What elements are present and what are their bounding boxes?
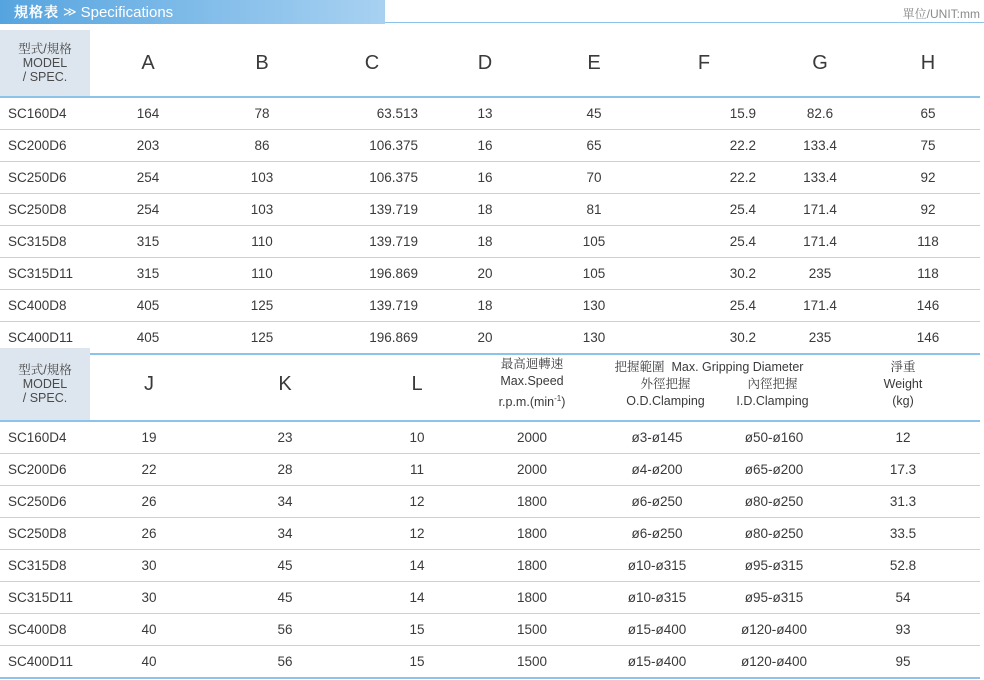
model-cell: SC160D4 bbox=[0, 97, 90, 130]
value-cell: 20 bbox=[426, 258, 544, 290]
value-cell: 196.869 bbox=[318, 258, 426, 290]
value-cell: 82.6 bbox=[764, 97, 876, 130]
value-cell: 10 bbox=[362, 421, 472, 454]
value-cell: 86 bbox=[206, 130, 318, 162]
value-cell: 12 bbox=[826, 421, 980, 454]
model-cell: SC250D8 bbox=[0, 194, 90, 226]
gripping-sub-headers bbox=[592, 376, 826, 410]
value-cell: 92 bbox=[876, 194, 980, 226]
table-row bbox=[0, 582, 980, 614]
col-header-j: J bbox=[90, 348, 208, 421]
value-cell: ø3-ø145 bbox=[592, 421, 722, 454]
value-cell: 52.8 bbox=[826, 550, 980, 582]
value-cell: 110 bbox=[206, 226, 318, 258]
value-cell: 17.3 bbox=[826, 454, 980, 486]
value-cell: 78 bbox=[206, 97, 318, 130]
model-cell: SC400D11 bbox=[0, 322, 90, 355]
model-cell: SC160D4 bbox=[0, 421, 90, 454]
value-cell: 146 bbox=[876, 322, 980, 355]
spec-table-dimensions bbox=[0, 30, 980, 355]
value-cell: 56 bbox=[208, 614, 362, 646]
value-cell: 125 bbox=[206, 290, 318, 322]
value-cell: ø65-ø200 bbox=[722, 454, 826, 486]
value-cell: ø4-ø200 bbox=[592, 454, 722, 486]
table-row bbox=[0, 486, 980, 518]
model-cell: SC400D11 bbox=[0, 646, 90, 679]
value-cell: 254 bbox=[90, 194, 206, 226]
value-cell: 26 bbox=[90, 486, 208, 518]
value-cell: 63.513 bbox=[318, 97, 426, 130]
value-cell: 254 bbox=[90, 162, 206, 194]
value-cell: 1800 bbox=[472, 582, 592, 614]
col-header-weight bbox=[826, 348, 980, 421]
spec-label-cn: 型式/規格 bbox=[18, 363, 72, 377]
value-cell: 23 bbox=[208, 421, 362, 454]
value-cell: 40 bbox=[90, 646, 208, 679]
col-header-d: D bbox=[426, 30, 544, 97]
value-cell: 70 bbox=[544, 162, 644, 194]
table-row bbox=[0, 290, 980, 322]
value-cell: 65 bbox=[876, 97, 980, 130]
value-cell: 133.4 bbox=[764, 130, 876, 162]
model-cell: SC315D8 bbox=[0, 550, 90, 582]
value-cell: 1800 bbox=[472, 518, 592, 550]
value-cell: 22.2 bbox=[644, 130, 764, 162]
value-cell: 12 bbox=[362, 486, 472, 518]
title-bar bbox=[0, 0, 385, 24]
value-cell: 103 bbox=[206, 162, 318, 194]
col-header-max-speed bbox=[472, 348, 592, 421]
value-cell: 15 bbox=[362, 646, 472, 679]
value-cell: 15.9 bbox=[644, 97, 764, 130]
value-cell: 110 bbox=[206, 258, 318, 290]
value-cell: ø50-ø160 bbox=[722, 421, 826, 454]
value-cell: ø10-ø315 bbox=[592, 582, 722, 614]
value-cell: 33.5 bbox=[826, 518, 980, 550]
value-cell: 171.4 bbox=[764, 290, 876, 322]
spec-label-model: MODEL bbox=[22, 377, 68, 391]
value-cell: 105 bbox=[544, 226, 644, 258]
model-cell: SC250D6 bbox=[0, 486, 90, 518]
table-row bbox=[0, 454, 980, 486]
value-cell: 146 bbox=[876, 290, 980, 322]
value-cell: 45 bbox=[208, 582, 362, 614]
value-cell: 1500 bbox=[472, 646, 592, 679]
speed-unit-text: r.p.m.(min bbox=[498, 395, 555, 410]
value-cell: 196.869 bbox=[318, 322, 426, 355]
value-cell: 31.3 bbox=[826, 486, 980, 518]
value-cell: 171.4 bbox=[764, 226, 876, 258]
value-cell: 2000 bbox=[472, 454, 592, 486]
value-cell: 130 bbox=[544, 322, 644, 355]
table-row bbox=[0, 162, 980, 194]
value-cell: ø15-ø400 bbox=[592, 614, 722, 646]
value-cell: 22.2 bbox=[644, 162, 764, 194]
weight-label-en: Weight bbox=[883, 376, 923, 391]
value-cell: 45 bbox=[208, 550, 362, 582]
value-cell: ø95-ø315 bbox=[722, 582, 826, 614]
value-cell: 315 bbox=[90, 226, 206, 258]
col-header-c: C bbox=[318, 30, 426, 97]
value-cell: 2000 bbox=[472, 421, 592, 454]
value-cell: 19 bbox=[90, 421, 208, 454]
value-cell: ø6-ø250 bbox=[592, 518, 722, 550]
title-underline bbox=[385, 22, 984, 23]
id-clamping-cn: 內徑把握 bbox=[747, 376, 798, 391]
value-cell: 12 bbox=[362, 518, 472, 550]
value-cell: 15 bbox=[362, 614, 472, 646]
model-cell: SC315D11 bbox=[0, 582, 90, 614]
value-cell: ø10-ø315 bbox=[592, 550, 722, 582]
value-cell: 30 bbox=[90, 582, 208, 614]
value-cell: 92 bbox=[876, 162, 980, 194]
value-cell: 171.4 bbox=[764, 194, 876, 226]
col-header-e: E bbox=[544, 30, 644, 97]
value-cell: 45 bbox=[544, 97, 644, 130]
value-cell: 22 bbox=[90, 454, 208, 486]
value-cell: 105 bbox=[544, 258, 644, 290]
value-cell: ø95-ø315 bbox=[722, 550, 826, 582]
value-cell: ø80-ø250 bbox=[722, 486, 826, 518]
value-cell: 40 bbox=[90, 614, 208, 646]
value-cell: 30.2 bbox=[644, 322, 764, 355]
value-cell: 1800 bbox=[472, 486, 592, 518]
table-header-row bbox=[0, 348, 980, 421]
title-chinese: 規格表 bbox=[14, 5, 59, 21]
table-row bbox=[0, 194, 980, 226]
unit-label: 單位/UNIT:mm bbox=[902, 7, 980, 21]
model-cell: SC200D6 bbox=[0, 130, 90, 162]
value-cell: 13 bbox=[426, 97, 544, 130]
table-row bbox=[0, 646, 980, 679]
model-cell: SC250D8 bbox=[0, 518, 90, 550]
value-cell: 235 bbox=[764, 322, 876, 355]
value-cell: 106.375 bbox=[318, 162, 426, 194]
speed-unit-exponent: -1 bbox=[554, 394, 562, 404]
weight-label-cn: 淨重 bbox=[890, 359, 916, 374]
value-cell: 235 bbox=[764, 258, 876, 290]
model-cell: SC400D8 bbox=[0, 614, 90, 646]
value-cell: 118 bbox=[876, 226, 980, 258]
od-clamping-header bbox=[592, 376, 719, 410]
table-row bbox=[0, 226, 980, 258]
value-cell: 139.719 bbox=[318, 290, 426, 322]
speed-label-en: Max.Speed bbox=[500, 374, 564, 389]
value-cell: 93 bbox=[826, 614, 980, 646]
value-cell: 106.375 bbox=[318, 130, 426, 162]
speed-unit-close: ) bbox=[561, 395, 566, 410]
model-cell: SC200D6 bbox=[0, 454, 90, 486]
weight-label-unit: (kg) bbox=[892, 393, 914, 408]
col-header-b: B bbox=[206, 30, 318, 97]
col-header-k: K bbox=[208, 348, 362, 421]
model-cell: SC315D11 bbox=[0, 258, 90, 290]
title-english: Specifications bbox=[80, 3, 174, 21]
model-cell: SC315D8 bbox=[0, 226, 90, 258]
value-cell: ø120-ø400 bbox=[722, 614, 826, 646]
value-cell: ø15-ø400 bbox=[592, 646, 722, 679]
value-cell: 81 bbox=[544, 194, 644, 226]
value-cell: 18 bbox=[426, 226, 544, 258]
value-cell: ø120-ø400 bbox=[722, 646, 826, 679]
value-cell: 16 bbox=[426, 130, 544, 162]
value-cell: 56 bbox=[208, 646, 362, 679]
col-header-gripping bbox=[592, 348, 826, 421]
value-cell: 118 bbox=[876, 258, 980, 290]
value-cell: 203 bbox=[90, 130, 206, 162]
value-cell: 139.719 bbox=[318, 194, 426, 226]
value-cell: 26 bbox=[90, 518, 208, 550]
value-cell: 28 bbox=[208, 454, 362, 486]
value-cell: 25.4 bbox=[644, 194, 764, 226]
value-cell: 315 bbox=[90, 258, 206, 290]
value-cell: 405 bbox=[90, 290, 206, 322]
value-cell: 14 bbox=[362, 582, 472, 614]
value-cell: 54 bbox=[826, 582, 980, 614]
table-row bbox=[0, 550, 980, 582]
col-header-a: A bbox=[90, 30, 206, 97]
spec-label-spec: / SPEC. bbox=[22, 391, 68, 405]
value-cell: 30 bbox=[90, 550, 208, 582]
id-clamping-header bbox=[719, 376, 826, 410]
value-cell: 34 bbox=[208, 518, 362, 550]
value-cell: 25.4 bbox=[644, 226, 764, 258]
od-clamping-cn: 外徑把握 bbox=[640, 376, 691, 391]
value-cell: 34 bbox=[208, 486, 362, 518]
spec-label-model: MODEL bbox=[22, 56, 68, 70]
value-cell: 11 bbox=[362, 454, 472, 486]
spec-label-cn: 型式/規格 bbox=[18, 42, 72, 56]
value-cell: ø6-ø250 bbox=[592, 486, 722, 518]
table-row bbox=[0, 614, 980, 646]
col-header-g: G bbox=[764, 30, 876, 97]
value-cell: 16 bbox=[426, 162, 544, 194]
col-header-l: L bbox=[362, 348, 472, 421]
table-row bbox=[0, 130, 980, 162]
od-clamping-en: O.D.Clamping bbox=[626, 393, 705, 408]
spec-label-header bbox=[0, 30, 90, 97]
value-cell: 133.4 bbox=[764, 162, 876, 194]
spec-label-spec: / SPEC. bbox=[22, 70, 68, 84]
value-cell: 30.2 bbox=[644, 258, 764, 290]
value-cell: 164 bbox=[90, 97, 206, 130]
value-cell: 139.719 bbox=[318, 226, 426, 258]
value-cell: 75 bbox=[876, 130, 980, 162]
value-cell: 18 bbox=[426, 290, 544, 322]
value-cell: 14 bbox=[362, 550, 472, 582]
value-cell: 95 bbox=[826, 646, 980, 679]
value-cell: ø80-ø250 bbox=[722, 518, 826, 550]
table-row bbox=[0, 421, 980, 454]
value-cell: 130 bbox=[544, 290, 644, 322]
value-cell: 18 bbox=[426, 194, 544, 226]
value-cell: 20 bbox=[426, 322, 544, 355]
table-row bbox=[0, 97, 980, 130]
value-cell: 1800 bbox=[472, 550, 592, 582]
model-cell: SC400D8 bbox=[0, 290, 90, 322]
value-cell: 1500 bbox=[472, 614, 592, 646]
table-row bbox=[0, 518, 980, 550]
title-separator: ≫ bbox=[63, 4, 77, 19]
speed-label-unit bbox=[472, 390, 592, 411]
id-clamping-en: I.D.Clamping bbox=[736, 393, 809, 408]
model-cell: SC250D6 bbox=[0, 162, 90, 194]
col-header-f: F bbox=[644, 30, 764, 97]
table-header-row bbox=[0, 30, 980, 97]
spec-label-header bbox=[0, 348, 90, 421]
value-cell: 103 bbox=[206, 194, 318, 226]
table-row bbox=[0, 258, 980, 290]
value-cell: 65 bbox=[544, 130, 644, 162]
value-cell: 405 bbox=[90, 322, 206, 355]
value-cell: 25.4 bbox=[644, 290, 764, 322]
col-header-h: H bbox=[876, 30, 980, 97]
speed-label-cn: 最高迴轉速 bbox=[500, 357, 564, 372]
spec-table-performance bbox=[0, 348, 980, 679]
gripping-title: 把握範圍 Max. Gripping Diameter bbox=[614, 359, 804, 374]
value-cell: 125 bbox=[206, 322, 318, 355]
